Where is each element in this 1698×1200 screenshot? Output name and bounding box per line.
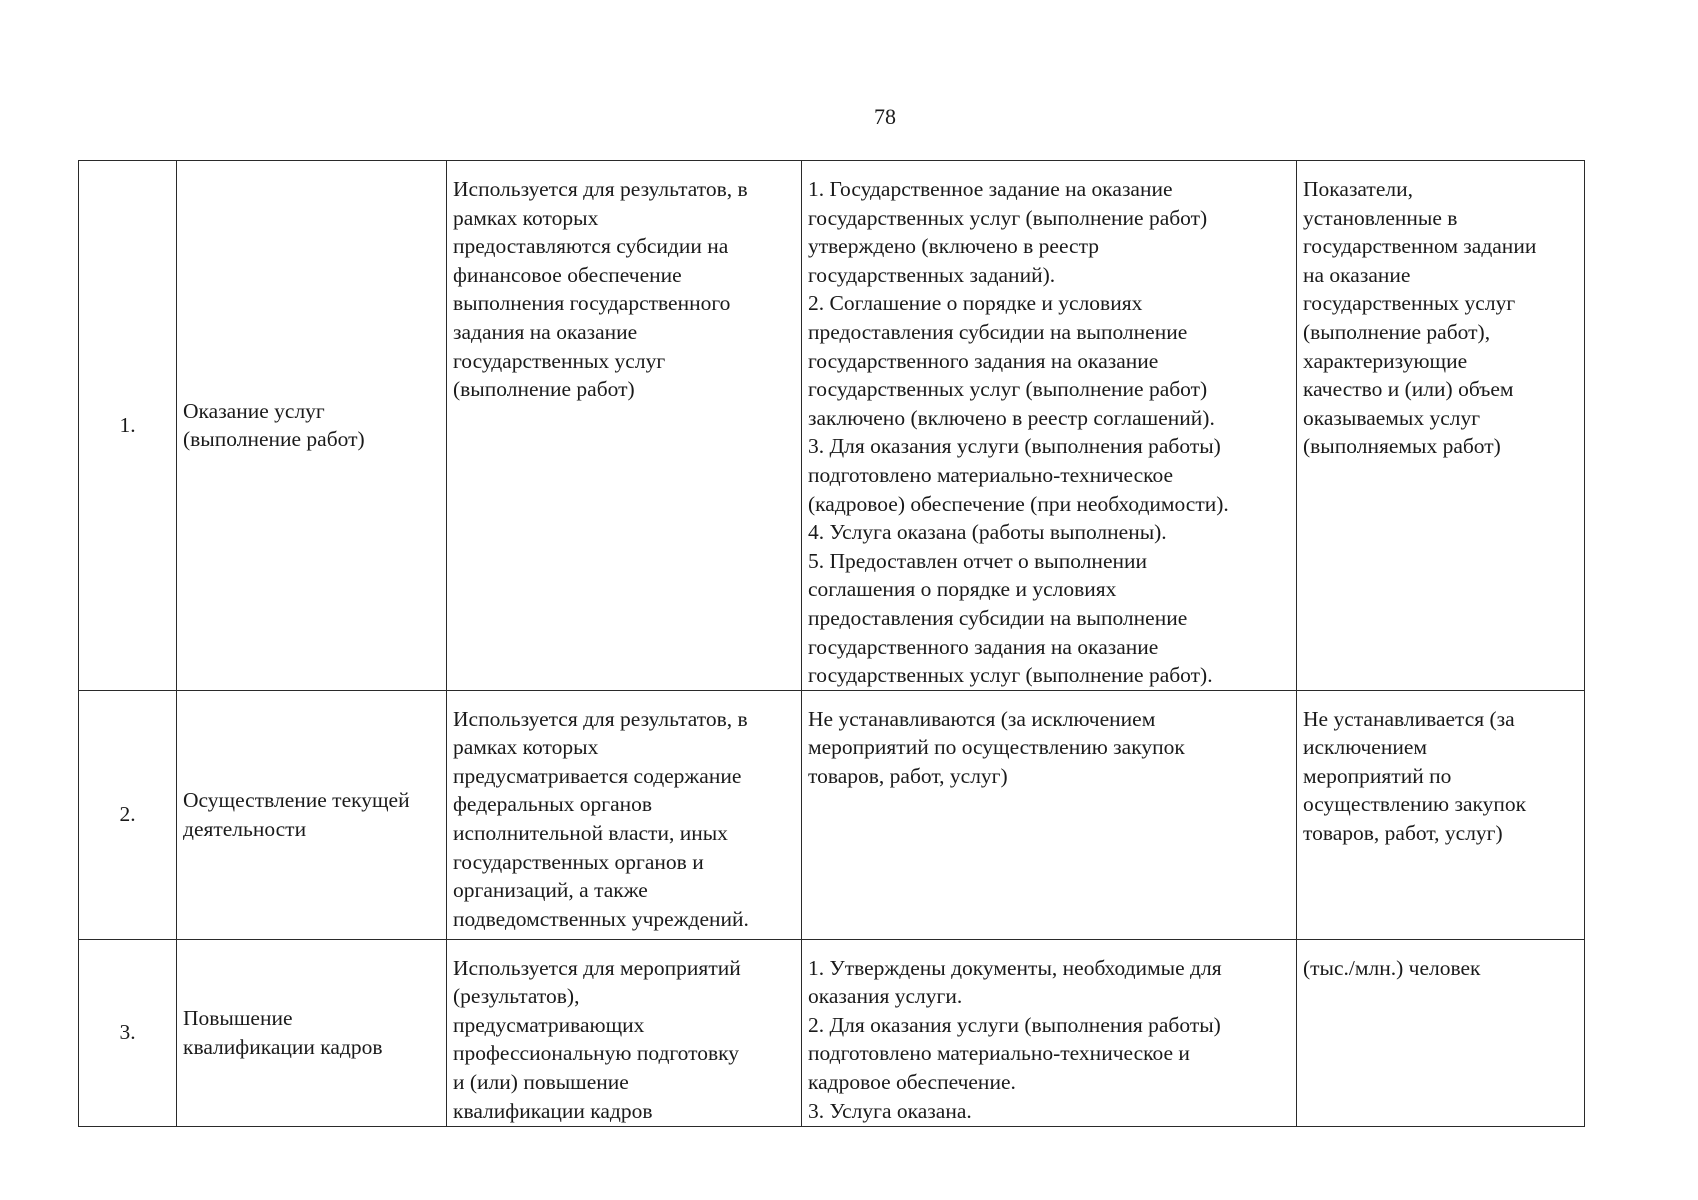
text-line: подготовлено материально-техническое и bbox=[808, 1041, 1190, 1066]
text-line: товаров, работ, услуг) bbox=[1303, 821, 1503, 846]
text-line: Используется для результатов, в bbox=[453, 177, 748, 201]
text-line: мероприятий по осуществлению закупок bbox=[808, 735, 1185, 760]
text-line: (выполнение работ) bbox=[453, 377, 635, 402]
text-line: (кадровое) обеспечение (при необходимости). bbox=[808, 491, 1229, 516]
row-number: 3. bbox=[119, 1020, 136, 1045]
text-line: предоставляются субсидии на bbox=[453, 234, 729, 259]
result-type-name-cell bbox=[177, 161, 447, 691]
result-type-name-text bbox=[183, 397, 442, 454]
text-line: 3. Услуга оказана. bbox=[808, 1098, 972, 1123]
text-line: Осуществление текущей bbox=[183, 788, 410, 813]
text-line: 4. Услуга оказана (работы выполнены). bbox=[808, 520, 1167, 545]
usage-description-text bbox=[453, 691, 797, 934]
text-line: соглашения о порядке и условиях bbox=[808, 577, 1117, 602]
text-line: Используется для результатов, в bbox=[453, 706, 748, 731]
text-line: оказания услуги. bbox=[808, 984, 963, 1009]
text-line: (результатов), bbox=[453, 984, 580, 1009]
text-line: рамках которых bbox=[453, 735, 599, 760]
text-line: государственных услуг bbox=[1303, 291, 1516, 316]
row-number: 1. bbox=[119, 413, 136, 438]
result-type-name-cell bbox=[177, 939, 447, 1126]
text-line: Не устанавливается (за bbox=[1303, 706, 1515, 731]
text-line: профессиональную подготовку bbox=[453, 1041, 740, 1066]
text-line: и (или) повышение bbox=[453, 1070, 629, 1095]
text-line: мероприятий по bbox=[1303, 763, 1452, 788]
text-line: на оказание bbox=[1303, 262, 1411, 287]
row-number-cell bbox=[79, 690, 177, 939]
text-line: подведомственных учреждений. bbox=[453, 906, 749, 931]
text-line: исполнительной власти, иных bbox=[453, 821, 728, 846]
text-line: государственных органов и bbox=[453, 849, 704, 874]
text-line: государственного задания на оказание bbox=[808, 634, 1159, 659]
indicators-text bbox=[1303, 940, 1580, 983]
text-line: утверждено (включено в реестр bbox=[808, 234, 1099, 259]
text-line: Повышение bbox=[183, 1006, 293, 1031]
control-points-cell bbox=[802, 161, 1297, 691]
table-row bbox=[79, 690, 1585, 939]
result-type-name-cell bbox=[177, 690, 447, 939]
text-line: организаций, а также bbox=[453, 878, 648, 903]
text-line: государственных услуг (выполнение работ) bbox=[808, 377, 1208, 402]
text-line: квалификации кадров bbox=[183, 1034, 383, 1059]
text-line: государственного задания на оказание bbox=[808, 348, 1159, 373]
text-line: качество и (или) объем bbox=[1303, 377, 1514, 402]
text-line: государственных услуг (выполнение работ). bbox=[808, 663, 1213, 688]
text-line: кадровое обеспечение. bbox=[808, 1070, 1016, 1095]
text-line: рамках которых bbox=[453, 205, 599, 230]
indicators-cell bbox=[1297, 690, 1585, 939]
text-line: деятельности bbox=[183, 816, 307, 841]
text-line: квалификации кадров bbox=[453, 1098, 653, 1123]
usage-description-text bbox=[453, 940, 797, 1126]
text-line: государственных услуг (выполнение работ) bbox=[808, 205, 1208, 230]
control-points-text bbox=[808, 940, 1292, 1126]
usage-description-cell bbox=[447, 161, 802, 691]
text-line: 5. Предоставлен отчет о выполнении bbox=[808, 548, 1148, 573]
text-line: исключением bbox=[1303, 735, 1427, 760]
results-type-table bbox=[78, 160, 1585, 1127]
text-line: подготовлено материально-техническое bbox=[808, 462, 1174, 487]
page-number: 78 bbox=[874, 104, 896, 129]
text-line: предусматривающих bbox=[453, 1012, 645, 1037]
control-points-cell bbox=[802, 939, 1297, 1126]
text-line: выполнения государственного bbox=[453, 291, 731, 316]
indicators-cell bbox=[1297, 939, 1585, 1126]
usage-description-cell bbox=[447, 690, 802, 939]
text-line: предоставления субсидии на выполнение bbox=[808, 319, 1188, 344]
table-row bbox=[79, 161, 1585, 691]
text-line: (выполнение работ), bbox=[1303, 319, 1491, 344]
text-line: 2. Для оказания услуги (выполнения работы) bbox=[808, 1012, 1221, 1037]
table-row bbox=[79, 939, 1585, 1126]
result-type-name-text bbox=[183, 1004, 442, 1061]
row-number: 2. bbox=[119, 802, 136, 827]
row-number-cell bbox=[79, 939, 177, 1126]
text-line: федеральных органов bbox=[453, 792, 653, 817]
text-line: Оказание услуг bbox=[183, 398, 325, 423]
row-number-cell bbox=[79, 161, 177, 691]
control-points-text bbox=[808, 161, 1292, 690]
text-line: (тыс./млн.) человек bbox=[1303, 955, 1481, 980]
text-line: установленные в bbox=[1303, 205, 1458, 230]
text-line: 3. Для оказания услуги (выполнения работы) bbox=[808, 434, 1221, 459]
control-points-text bbox=[808, 691, 1292, 791]
text-line: государственном задании bbox=[1303, 234, 1537, 259]
usage-description-cell bbox=[447, 939, 802, 1126]
text-line: финансовое обеспечение bbox=[453, 262, 682, 287]
indicators-text bbox=[1303, 161, 1580, 461]
text-line: задания на оказание bbox=[453, 319, 638, 344]
text-line: 1. Утверждены документы, необходимые для bbox=[808, 955, 1222, 980]
text-line: характеризующие bbox=[1303, 348, 1468, 373]
control-points-cell bbox=[802, 690, 1297, 939]
text-line: товаров, работ, услуг) bbox=[808, 763, 1008, 788]
text-line: 2. Соглашение о порядке и условиях bbox=[808, 291, 1143, 316]
text-line: Не устанавливаются (за исключением bbox=[808, 706, 1156, 731]
text-line: государственных заданий). bbox=[808, 262, 1056, 287]
text-line: предоставления субсидии на выполнение bbox=[808, 605, 1188, 630]
indicators-cell bbox=[1297, 161, 1585, 691]
text-line: (выполнение работ) bbox=[183, 427, 365, 452]
indicators-text bbox=[1303, 691, 1580, 848]
text-line: Используется для мероприятий bbox=[453, 955, 741, 980]
result-type-name-text bbox=[183, 786, 442, 843]
usage-description-text bbox=[453, 161, 797, 404]
text-line: осуществлению закупок bbox=[1303, 792, 1527, 817]
text-line: оказываемых услуг bbox=[1303, 405, 1481, 430]
text-line: (выполняемых работ) bbox=[1303, 434, 1501, 459]
text-line: государственных услуг bbox=[453, 348, 666, 373]
text-line: Показатели, bbox=[1303, 177, 1413, 201]
text-line: 1. Государственное задание на оказание bbox=[808, 177, 1173, 201]
text-line: заключено (включено в реестр соглашений). bbox=[808, 405, 1215, 430]
text-line: предусматривается содержание bbox=[453, 763, 742, 788]
